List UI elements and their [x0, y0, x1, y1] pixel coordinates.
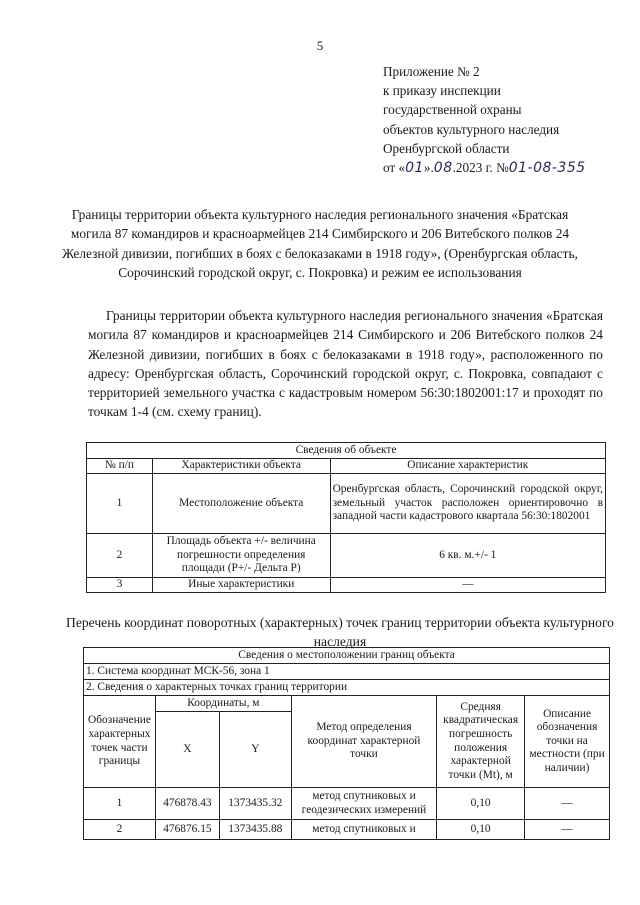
boundary-paragraph: Границы территории объекта культурного наследия регионального значения «Братская могила 87 командиров и красноармейцев 214 Симбирского и 206 Витебского полков 24 Железной дивизии, погибших в боях с белоказаками в 1918 году», расположенного по адресу: Оренбургская область, Сорочинский городской округ, с. Покровка, совпадают с территорией земельного участка с кадастровым номером 56:30:1802001:17 и проходят по точкам 1-4 (см. схему границ).	[88, 308, 603, 420]
point-error: 0,10	[437, 788, 525, 820]
appendix-line: государственной охраны	[383, 102, 522, 118]
table-row	[87, 578, 606, 593]
point-method: метод спутниковых и	[291, 820, 436, 840]
coordinates-heading: Перечень координат поворотных (характерных) точек границ территории объекта культурного наследия	[66, 615, 614, 649]
point-x: 476876.15	[155, 820, 219, 840]
table-row	[84, 788, 610, 820]
point-id: 1	[84, 788, 156, 820]
row-description: Оренбургская область, Сорочинский городской округ, земельный участок расположен ориентировочно в западной части кадастрового квартала 56:30:1802001	[330, 474, 605, 534]
col-description: Описание обозначения точки на местности (при наличии)	[525, 696, 610, 788]
date-day-handwritten: 01	[405, 160, 424, 177]
row-characteristic: Площадь объекта +/- величина погрешности определения площади (P+/- Дельта P)	[152, 534, 330, 578]
table-row	[87, 474, 606, 534]
coordinates-table	[83, 647, 610, 840]
table-row	[84, 820, 610, 840]
table-header-num: № п/п	[87, 459, 153, 474]
point-id: 2	[84, 820, 156, 840]
row-characteristic: Местоположение объекта	[152, 474, 330, 534]
row-number: 3	[87, 578, 153, 593]
date-mid: ».	[423, 160, 434, 176]
row-number: 2	[87, 534, 153, 578]
row-description: —	[330, 578, 605, 593]
row-characteristic: Иные характеристики	[152, 578, 330, 593]
page-bottom-margin	[0, 847, 640, 905]
point-y: 1373435.32	[219, 788, 291, 820]
appendix-line: объектов культурного наследия	[383, 121, 560, 137]
point-x: 476878.43	[155, 788, 219, 820]
col-error: Средняя квадратическая погрешность положения характерной точки (Mt), м	[437, 696, 525, 788]
appendix-line: к приказу инспекции	[383, 83, 501, 99]
col-coordinates: Координаты, м	[155, 696, 291, 712]
coordinate-system: 1. Система координат МСК-56, зона 1	[84, 664, 610, 680]
appendix-block	[383, 62, 586, 178]
col-y: Y	[219, 712, 291, 788]
point-error: 0,10	[437, 820, 525, 840]
object-info-table	[86, 442, 606, 593]
page-number: 5	[316, 38, 324, 53]
appendix-date-line	[383, 158, 586, 178]
document-title: Границы территории объекта культурного наследия регионального значения «Братская могила 87 командиров и красноармейцев 214 Симбирского и 206 Витебского полков 24 Железной дивизии, погибших в боях с белоказаками в 1918 году», (Оренбургская область, Сорочинский городской округ, с. Покровка) и режим ее использования	[62, 207, 578, 280]
points-label: 2. Сведения о характерных точках границ территории	[84, 680, 610, 696]
coords-caption: Сведения о местоположении границ объекта	[84, 648, 610, 664]
date-year: .2023 г. №	[452, 160, 509, 176]
row-number: 1	[87, 474, 153, 534]
col-x: X	[155, 712, 219, 788]
col-designation: Обозначение характерных точек части границы	[84, 696, 156, 788]
order-number-handwritten: 01-08-355	[508, 160, 586, 177]
table-caption: Сведения об объекте	[87, 443, 606, 459]
date-month-handwritten: 08	[433, 160, 453, 177]
col-method: Метод определения координат характерной точки	[291, 696, 436, 788]
point-y: 1373435.88	[219, 820, 291, 840]
appendix-line: Оренбургской области	[383, 140, 510, 156]
appendix-title: Приложение № 2	[383, 64, 480, 79]
table-header-characteristic: Характеристики объекта	[152, 459, 330, 474]
point-description: —	[525, 788, 610, 820]
table-header-description: Описание характеристик	[330, 459, 605, 474]
date-prefix: от «	[383, 160, 406, 176]
table-row	[87, 534, 606, 578]
row-description: 6 кв. м.+/- 1	[330, 534, 605, 578]
point-method: метод спутниковых и геодезических измерений	[291, 788, 436, 820]
point-description: —	[525, 820, 610, 840]
